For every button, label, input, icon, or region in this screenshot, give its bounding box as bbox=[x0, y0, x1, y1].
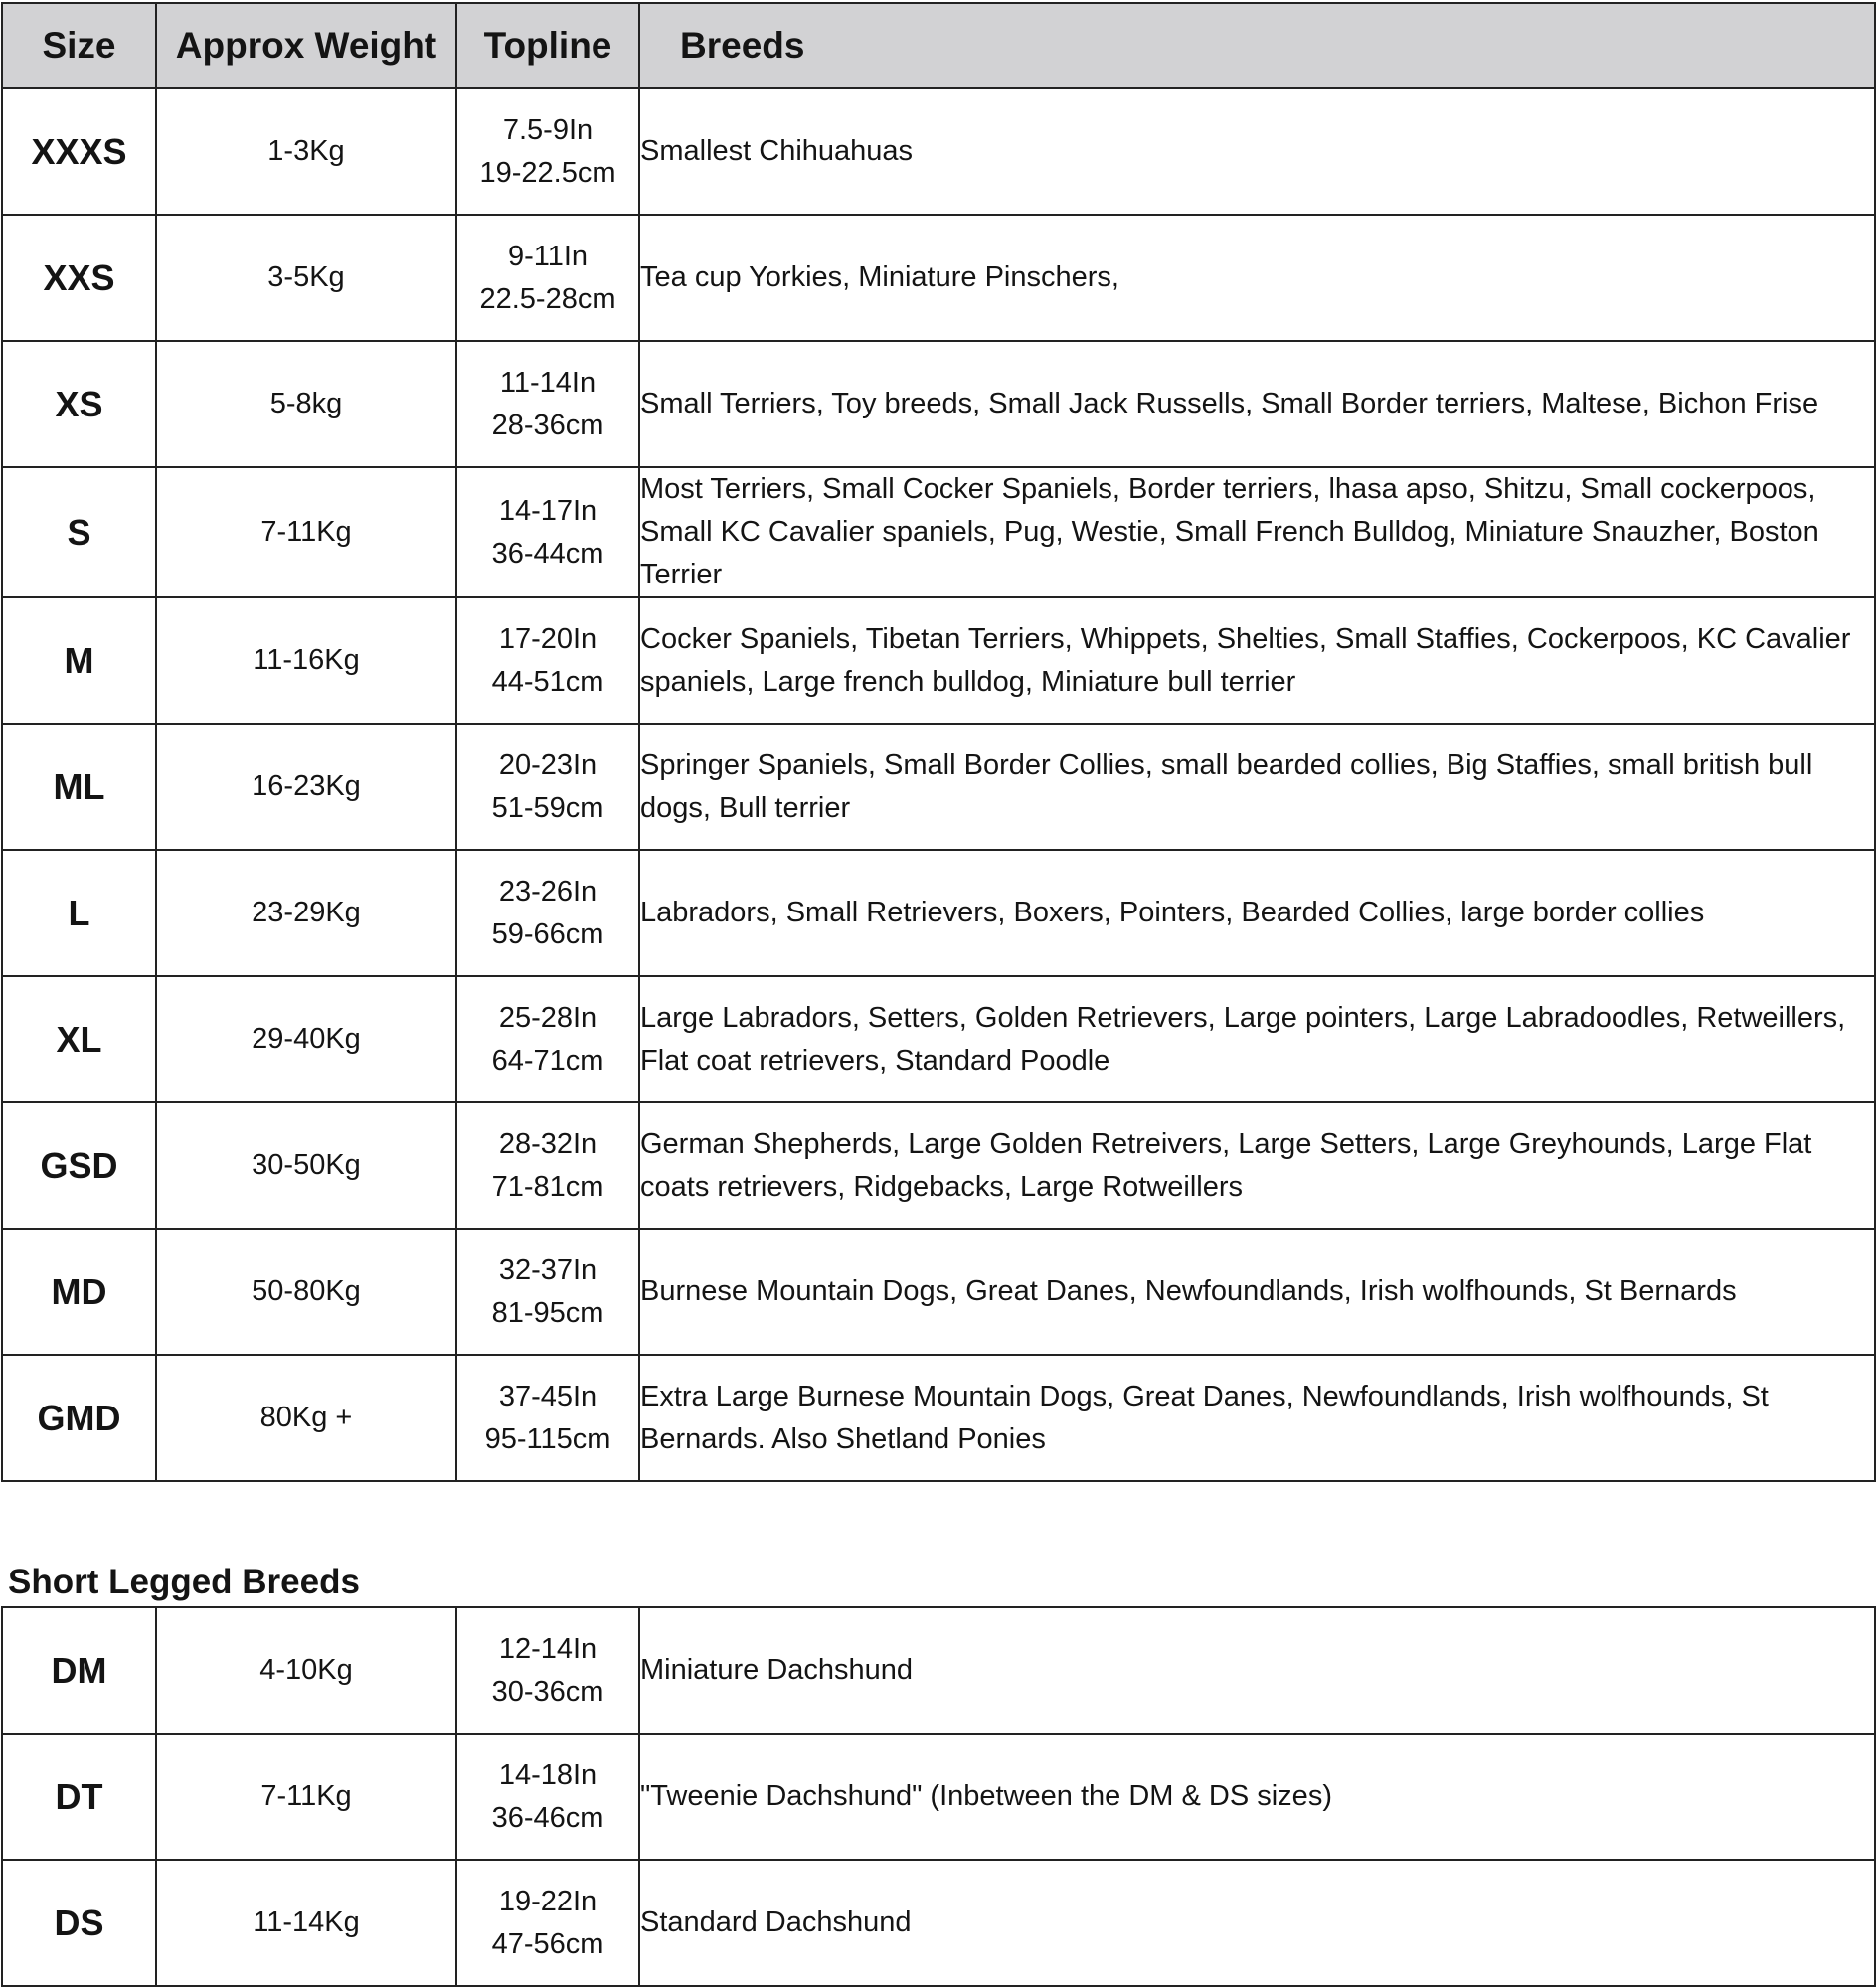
breeds-cell: Springer Spaniels, Small Border Collies, small bearded collies, Big Staffies, small british bull dogs, Bull terrier bbox=[639, 724, 1875, 850]
size-cell: XL bbox=[2, 976, 156, 1102]
size-cell: S bbox=[2, 467, 156, 597]
table-row bbox=[2, 597, 1875, 724]
size-cell: M bbox=[2, 597, 156, 724]
topline-cell bbox=[456, 976, 639, 1102]
header-size: Size bbox=[2, 3, 156, 88]
size-cell: MD bbox=[2, 1229, 156, 1355]
table-row bbox=[2, 1229, 1875, 1355]
breeds-cell: "Tweenie Dachshund" (Inbetween the DM & DS sizes) bbox=[639, 1734, 1875, 1860]
table-row bbox=[2, 1355, 1875, 1481]
topline-cm: 30-36cm bbox=[491, 1675, 604, 1708]
topline-cm: 28-36cm bbox=[491, 409, 604, 441]
topline-inches: 23-26In bbox=[498, 875, 597, 908]
topline-cm: 44-51cm bbox=[491, 665, 604, 698]
table-row bbox=[2, 1860, 1875, 1986]
topline-cm: 51-59cm bbox=[491, 791, 604, 824]
topline-cell bbox=[456, 1607, 639, 1734]
topline-cm: 47-56cm bbox=[491, 1927, 604, 1960]
weight-cell: 1-3Kg bbox=[156, 88, 456, 215]
table-row bbox=[2, 976, 1875, 1102]
breeds-cell: Standard Dachshund bbox=[639, 1860, 1875, 1986]
topline-cell bbox=[456, 1860, 639, 1986]
breeds-cell: Tea cup Yorkies, Miniature Pinschers, bbox=[639, 215, 1875, 341]
topline-inches: 7.5-9In bbox=[502, 113, 594, 146]
size-cell: DM bbox=[2, 1607, 156, 1734]
weight-cell: 50-80Kg bbox=[156, 1229, 456, 1355]
weight-cell: 23-29Kg bbox=[156, 850, 456, 976]
size-cell: GSD bbox=[2, 1102, 156, 1229]
topline-cell bbox=[456, 850, 639, 976]
breeds-cell: Smallest Chihuahuas bbox=[639, 88, 1875, 215]
topline-inches: 14-18In bbox=[498, 1758, 597, 1791]
breeds-cell: Miniature Dachshund bbox=[639, 1607, 1875, 1734]
breeds-cell: German Shepherds, Large Golden Retreivers, Large Setters, Large Greyhounds, Large Flat coats retrievers, Ridgebacks, Large Rotweillers bbox=[639, 1102, 1875, 1229]
topline-inches: 28-32In bbox=[498, 1127, 597, 1160]
table-row bbox=[2, 341, 1875, 467]
weight-cell: 7-11Kg bbox=[156, 1734, 456, 1860]
breeds-cell: Extra Large Burnese Mountain Dogs, Great Danes, Newfoundlands, Irish wolfhounds, St Bernards. Also Shetland Ponies bbox=[639, 1355, 1875, 1481]
table-row bbox=[2, 1607, 1875, 1734]
topline-cm: 36-44cm bbox=[491, 537, 604, 570]
table-row bbox=[2, 215, 1875, 341]
table-row bbox=[2, 850, 1875, 976]
breeds-cell: Burnese Mountain Dogs, Great Danes, Newfoundlands, Irish wolfhounds, St Bernards bbox=[639, 1229, 1875, 1355]
breeds-cell: Most Terriers, Small Cocker Spaniels, Border terriers, lhasa apso, Shitzu, Small cockerpoos, Small KC Cavalier spaniels, Pug, Westie, Small French Bulldog, Miniature Snauzher, Boston Terrier bbox=[639, 467, 1875, 597]
short-legged-title: Short Legged Breeds bbox=[8, 1563, 360, 1601]
size-cell: XS bbox=[2, 341, 156, 467]
size-chart-table bbox=[1, 2, 1876, 1482]
topline-cell bbox=[456, 1229, 639, 1355]
breeds-cell: Small Terriers, Toy breeds, Small Jack Russells, Small Border terriers, Maltese, Bichon Frise bbox=[639, 341, 1875, 467]
weight-cell: 11-16Kg bbox=[156, 597, 456, 724]
topline-cm: 64-71cm bbox=[491, 1044, 604, 1076]
table-row bbox=[2, 724, 1875, 850]
breeds-cell: Labradors, Small Retrievers, Boxers, Pointers, Bearded Collies, large border collies bbox=[639, 850, 1875, 976]
weight-cell: 30-50Kg bbox=[156, 1102, 456, 1229]
topline-cm: 19-22.5cm bbox=[479, 156, 616, 189]
topline-cell bbox=[456, 1355, 639, 1481]
header-topline: Topline bbox=[456, 3, 639, 88]
topline-cell bbox=[456, 1734, 639, 1860]
size-cell: DS bbox=[2, 1860, 156, 1986]
table-header-row bbox=[2, 3, 1875, 88]
header-breeds: Breeds bbox=[639, 3, 1875, 88]
short-legged-rows bbox=[2, 1607, 1875, 1986]
size-cell: ML bbox=[2, 724, 156, 850]
size-cell: GMD bbox=[2, 1355, 156, 1481]
topline-cm: 81-95cm bbox=[491, 1296, 604, 1329]
topline-cell bbox=[456, 467, 639, 597]
header-weight: Approx Weight bbox=[156, 3, 456, 88]
topline-inches: 9-11In bbox=[507, 240, 589, 272]
topline-cm: 95-115cm bbox=[484, 1422, 611, 1455]
topline-cell bbox=[456, 1102, 639, 1229]
table-row bbox=[2, 467, 1875, 597]
topline-cell bbox=[456, 597, 639, 724]
topline-cell bbox=[456, 724, 639, 850]
topline-inches: 32-37In bbox=[498, 1253, 597, 1286]
weight-cell: 11-14Kg bbox=[156, 1860, 456, 1986]
weight-cell: 3-5Kg bbox=[156, 215, 456, 341]
topline-inches: 14-17In bbox=[498, 494, 597, 527]
topline-inches: 20-23In bbox=[498, 748, 597, 781]
topline-inches: 11-14In bbox=[499, 366, 597, 399]
weight-cell: 4-10Kg bbox=[156, 1607, 456, 1734]
topline-inches: 19-22In bbox=[498, 1885, 597, 1917]
topline-cell bbox=[456, 215, 639, 341]
size-cell: L bbox=[2, 850, 156, 976]
breeds-cell: Cocker Spaniels, Tibetan Terriers, Whippets, Shelties, Small Staffies, Cockerpoos, KC Cavalier spaniels, Large french bulldog, Miniature bull terrier bbox=[639, 597, 1875, 724]
weight-cell: 7-11Kg bbox=[156, 467, 456, 597]
topline-inches: 12-14In bbox=[498, 1632, 597, 1665]
weight-cell: 29-40Kg bbox=[156, 976, 456, 1102]
size-cell: XXS bbox=[2, 215, 156, 341]
topline-cm: 36-46cm bbox=[491, 1801, 604, 1834]
table-row bbox=[2, 1734, 1875, 1860]
weight-cell: 80Kg + bbox=[156, 1355, 456, 1481]
topline-cm: 71-81cm bbox=[491, 1170, 604, 1203]
topline-cell bbox=[456, 88, 639, 215]
table-row bbox=[2, 88, 1875, 215]
weight-cell: 5-8kg bbox=[156, 341, 456, 467]
topline-inches: 17-20In bbox=[498, 622, 597, 655]
topline-cell bbox=[456, 341, 639, 467]
table-row bbox=[2, 1102, 1875, 1229]
topline-inches: 37-45In bbox=[498, 1380, 597, 1412]
size-cell: XXXS bbox=[2, 88, 156, 215]
size-rows bbox=[2, 88, 1875, 1481]
weight-cell: 16-23Kg bbox=[156, 724, 456, 850]
short-legged-table bbox=[1, 1606, 1876, 1987]
size-cell: DT bbox=[2, 1734, 156, 1860]
topline-inches: 25-28In bbox=[498, 1001, 597, 1034]
topline-cm: 59-66cm bbox=[491, 917, 604, 950]
topline-cm: 22.5-28cm bbox=[479, 282, 616, 315]
breeds-cell: Large Labradors, Setters, Golden Retrievers, Large pointers, Large Labradoodles, Retweillers, Flat coat retrievers, Standard Poodle bbox=[639, 976, 1875, 1102]
